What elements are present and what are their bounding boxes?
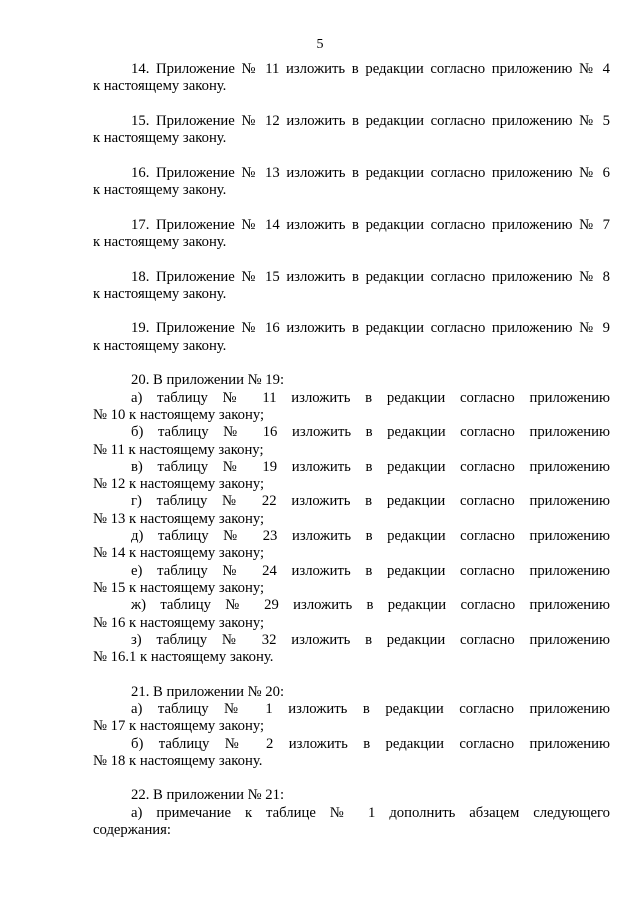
subitem-continuation: № 13 к настоящему закону;	[93, 510, 265, 527]
item-21	[93, 684, 610, 770]
subitem-first-line: в) таблицу № 19 изложить в редакции согласно приложению	[131, 458, 610, 475]
subitem-continuation: № 18 к настоящему закону.	[93, 752, 263, 769]
item-heading: 21. В приложении № 20:	[131, 683, 285, 700]
subitem-first-line: г) таблицу № 22 изложить в редакции согласно приложению	[131, 493, 610, 510]
item-19	[93, 320, 610, 355]
item-first-line: 14. Приложение № 11 изложить в редакции согласно приложению № 4	[131, 61, 610, 77]
item-16	[93, 165, 610, 200]
subitem-continuation: № 11 к настоящему закону;	[93, 441, 264, 458]
item-15	[93, 113, 610, 148]
subitem-first-line: з) таблицу № 32 изложить в редакции согласно приложению	[131, 631, 610, 648]
subitem-continuation: № 14 к настоящему закону;	[93, 545, 265, 562]
subitem-first-line: д) таблицу № 23 изложить в редакции согласно приложению	[131, 528, 610, 545]
subitem-continuation: № 16 к настоящему закону;	[93, 614, 265, 631]
item-heading: 20. В приложении № 19:	[131, 372, 285, 389]
subitem-continuation: № 15 к настоящему закону;	[93, 579, 265, 596]
page-number: 5	[316, 37, 324, 52]
item-20	[93, 372, 610, 666]
item-continuation: к настоящему закону.	[93, 78, 227, 95]
item-continuation: к настоящему закону.	[93, 285, 227, 302]
item-17	[93, 217, 610, 252]
subitem-first-line: б) таблицу № 16 изложить в редакции согласно приложению	[131, 424, 610, 441]
item-first-line: 16. Приложение № 13 изложить в редакции согласно приложению № 6	[131, 164, 610, 181]
item-continuation: к настоящему закону.	[93, 233, 227, 250]
subitem-first-line: а) таблицу № 1 изложить в редакции согласно приложению	[131, 700, 610, 717]
subitem-first-line: б) таблицу № 2 изложить в редакции согласно приложению	[131, 735, 610, 752]
item-continuation: к настоящему закону.	[93, 182, 227, 199]
item-18	[93, 269, 610, 304]
item-heading: 22. В приложении № 21:	[131, 787, 285, 804]
item-first-line: 17. Приложение № 14 изложить в редакции согласно приложению № 7	[131, 216, 610, 233]
item-continuation: к настоящему закону.	[93, 337, 227, 354]
subitem-continuation: № 12 к настоящему закону;	[93, 476, 265, 493]
document-body	[93, 61, 610, 839]
item-first-line: 19. Приложение № 16 изложить в редакции согласно приложению № 9	[131, 320, 610, 337]
subitem-continuation: № 16.1 к настоящему закону.	[93, 649, 274, 666]
item-first-line: 18. Приложение № 15 изложить в редакции согласно приложению № 8	[131, 268, 610, 285]
item-14	[93, 61, 610, 96]
subitem-first-line: ж) таблицу № 29 изложить в редакции согласно приложению	[131, 597, 610, 614]
subitem-continuation: № 10 к настоящему закону;	[93, 406, 265, 423]
item-continuation: к настоящему закону.	[93, 130, 227, 147]
item-22	[93, 787, 610, 839]
subitem-continuation: содержания:	[93, 822, 171, 839]
subitem-first-line: е) таблицу № 24 изложить в редакции согласно приложению	[131, 562, 610, 579]
subitem-first-line: а) таблицу № 11 изложить в редакции согласно приложению	[131, 389, 610, 406]
item-first-line: 15. Приложение № 12 изложить в редакции согласно приложению № 5	[131, 112, 610, 129]
subitem-first-line: а) примечание к таблице № 1 дополнить абзацем следующего	[131, 804, 610, 821]
subitem-continuation: № 17 к настоящему закону;	[93, 718, 265, 735]
